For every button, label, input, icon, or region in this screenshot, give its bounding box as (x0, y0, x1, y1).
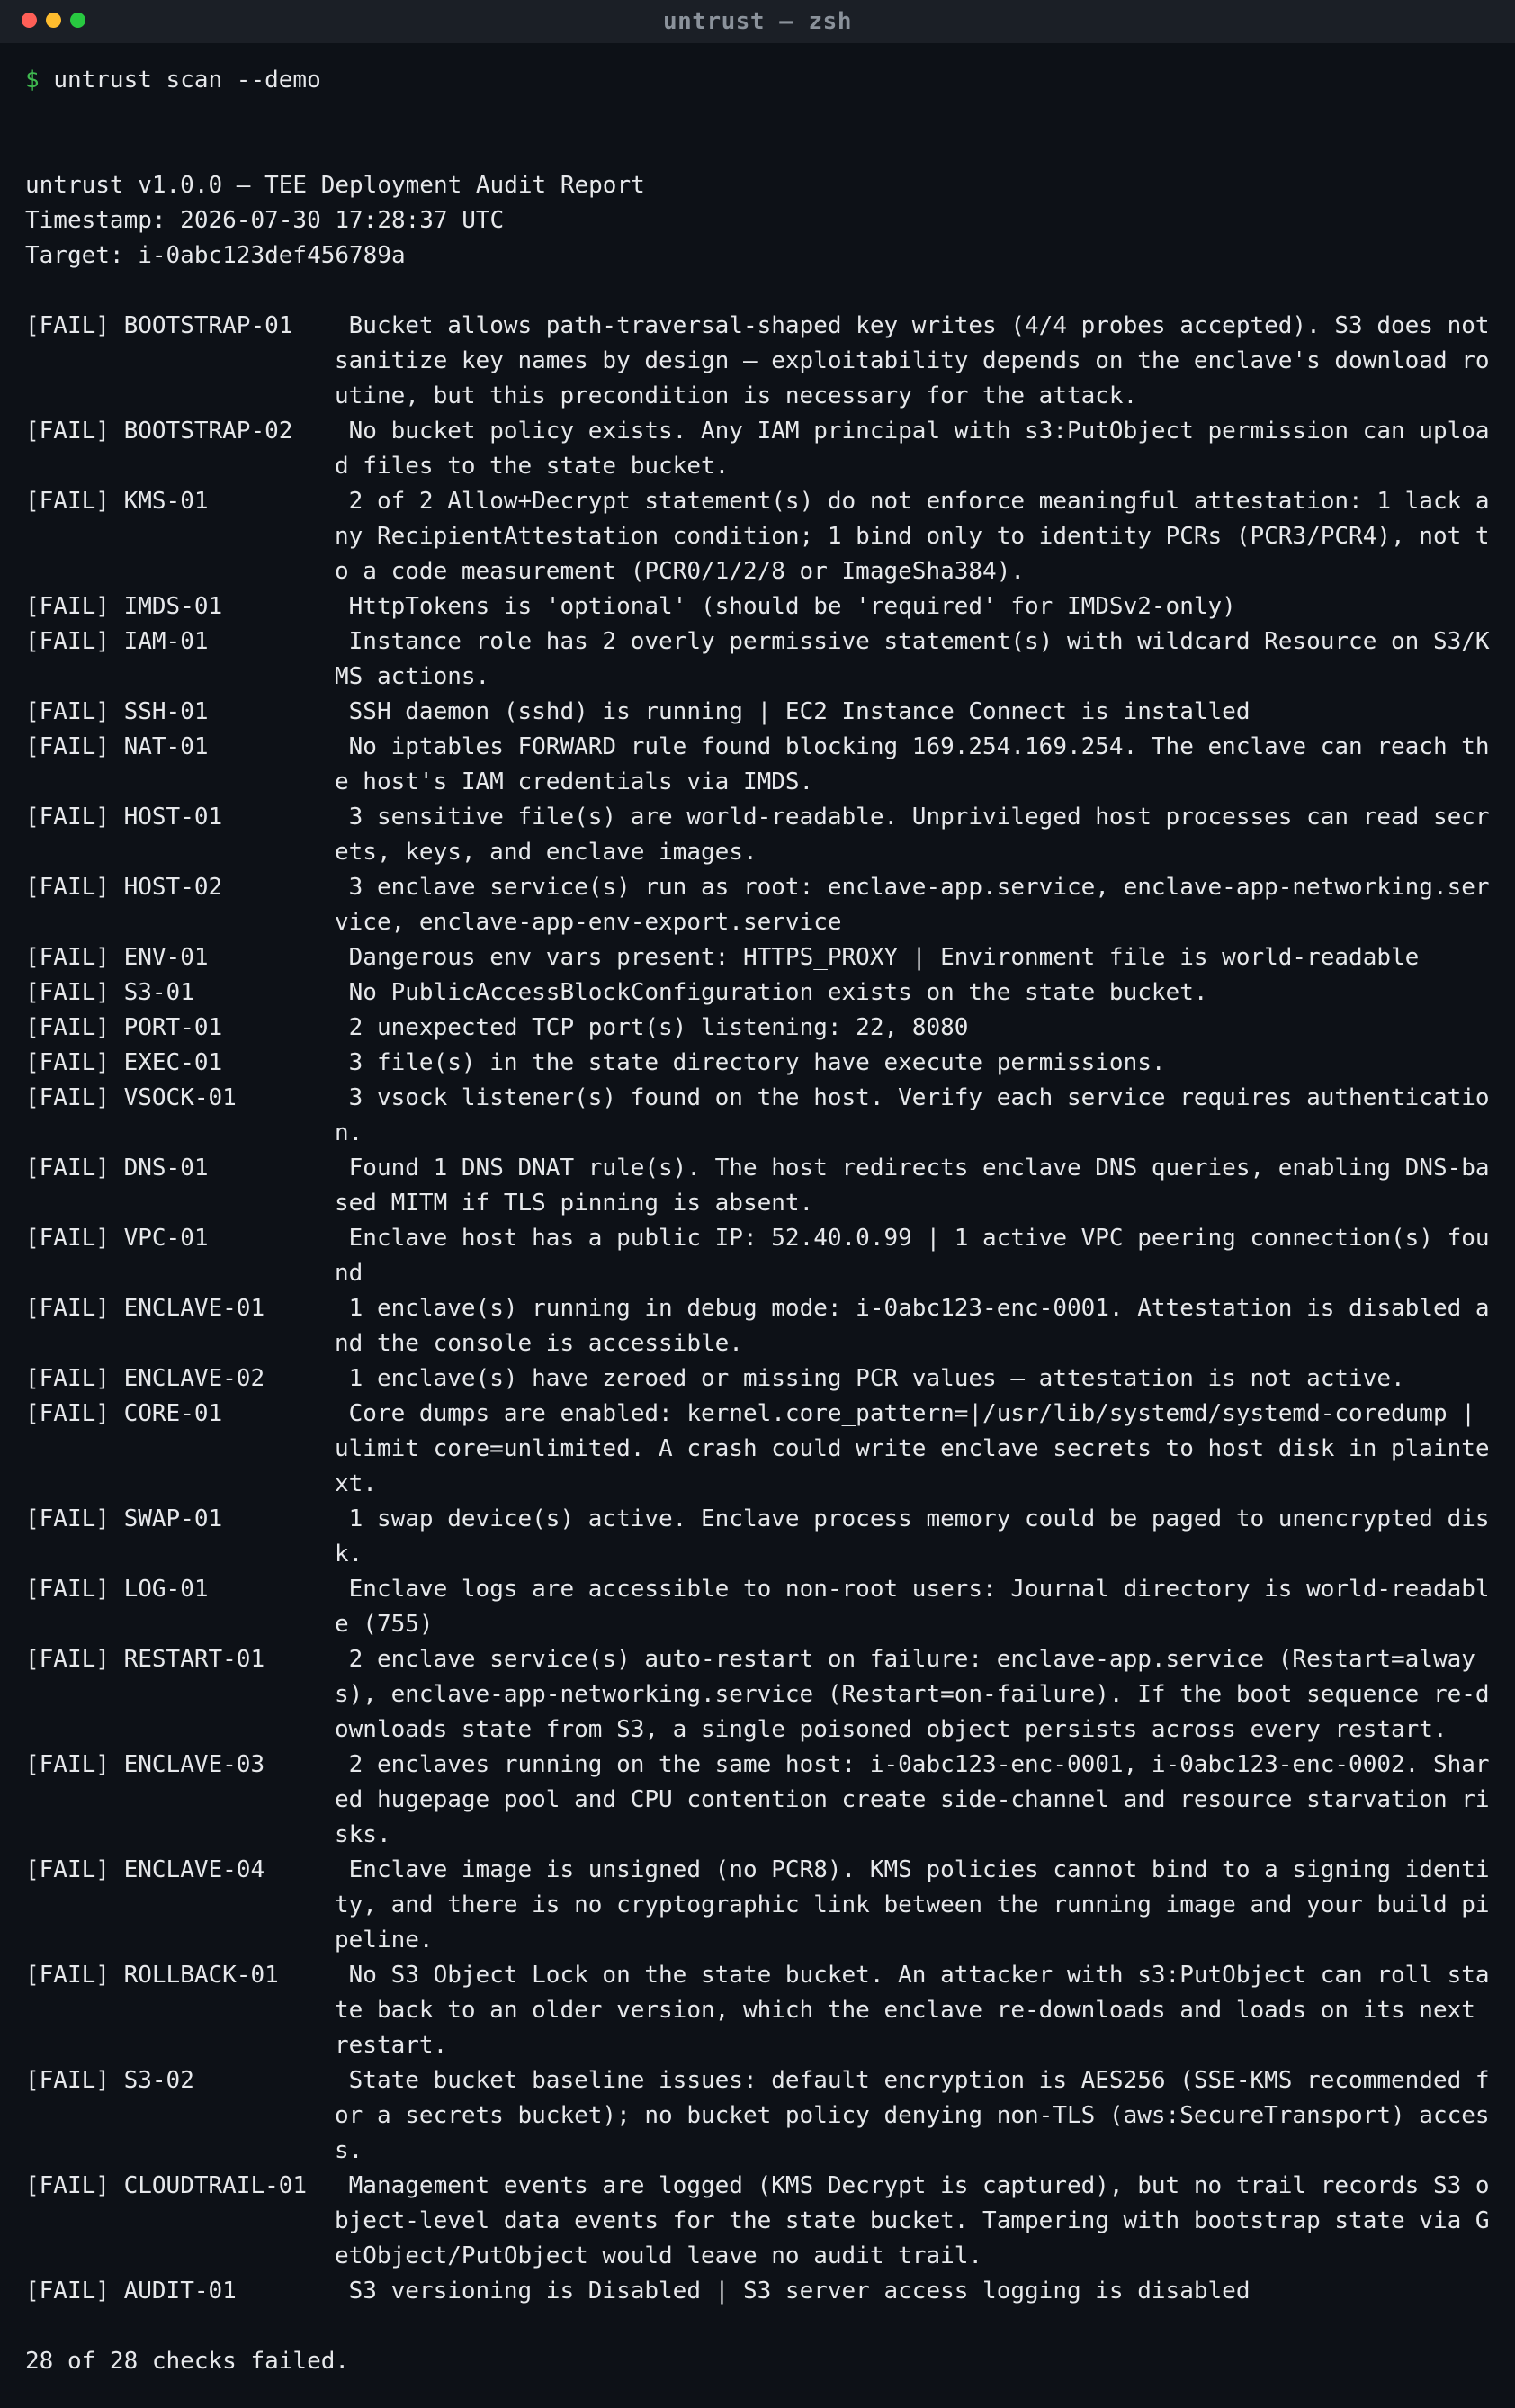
finding-status: [FAIL] (25, 733, 110, 760)
finding-id (25, 695, 335, 730)
finding-code: VSOCK-01 (123, 1084, 237, 1111)
command-text: untrust scan --demo (53, 67, 321, 94)
finding-id (25, 2274, 335, 2309)
finding-message: No PublicAccessBlockConfiguration exists on the state bucket. (335, 979, 1208, 1006)
finding-row (25, 1046, 1490, 1081)
finding-code: IAM-01 (123, 628, 209, 655)
finding-id (25, 730, 335, 765)
finding-id (25, 1958, 335, 1993)
finding-code: HOST-01 (123, 804, 223, 831)
finding-status: [FAIL] (25, 1014, 110, 1041)
finding-status: [FAIL] (25, 1646, 110, 1673)
finding-row (25, 309, 1504, 414)
finding-row (25, 870, 1490, 940)
finding-row (25, 1397, 1490, 1502)
finding-code: IMDS-01 (123, 593, 223, 620)
finding-row (25, 624, 1490, 695)
finding-code: LOG-01 (123, 1576, 209, 1603)
finding-message: Bucket allows path-traversal-shaped key writes (4/4 probes accepted). S3 does not sanitize key names by design — exploitability depends on the enclave's download routine, but this precondition is necessary for the attack. (335, 312, 1504, 409)
finding-code: S3-02 (123, 2067, 194, 2094)
finding-id (25, 1046, 335, 1081)
finding-code: SWAP-01 (123, 1505, 223, 1532)
finding-code: ENCLAVE-01 (123, 1295, 265, 1322)
finding-code: S3-01 (123, 979, 194, 1006)
finding-row (25, 730, 1490, 800)
finding-id (25, 414, 335, 449)
finding-code: ENCLAVE-04 (123, 1856, 265, 1883)
report-target: Target: i-0abc123def456789a (25, 242, 406, 269)
finding-status: [FAIL] (25, 2067, 110, 2094)
finding-row (25, 484, 1490, 589)
finding-id (25, 624, 335, 660)
finding-id (25, 1291, 335, 1326)
finding-id (25, 1572, 335, 1607)
finding-id (25, 1397, 335, 1432)
finding-status: [FAIL] (25, 1751, 110, 1778)
finding-row (25, 1151, 1490, 1221)
finding-id (25, 1221, 335, 1256)
finding-row (25, 695, 1490, 730)
finding-status: [FAIL] (25, 944, 110, 971)
finding-status: [FAIL] (25, 1084, 110, 1111)
finding-id (25, 870, 335, 905)
finding-code: EXEC-01 (123, 1049, 223, 1076)
finding-id (25, 1361, 335, 1397)
finding-id (25, 1151, 335, 1186)
finding-status: [FAIL] (25, 874, 110, 901)
finding-status: [FAIL] (25, 1365, 110, 1392)
finding-id (25, 1502, 335, 1537)
finding-status: [FAIL] (25, 1225, 110, 1252)
finding-message: 3 sensitive file(s) are world-readable. Unprivileged host processes can read secrets, keys, and enclave images. (335, 804, 1490, 866)
finding-code: VPC-01 (123, 1225, 209, 1252)
finding-message: 2 enclaves running on the same host: i-0abc123-enc-0001, i-0abc123-enc-0002. Shared hugepage pool and CPU contention create side-channel and resource starvation risks. (335, 1751, 1490, 1848)
finding-status: [FAIL] (25, 1155, 110, 1182)
finding-message: State bucket baseline issues: default encryption is AES256 (SSE-KMS recommended for a secrets bucket); no bucket policy denying non-TLS (aws:SecureTransport) access. (335, 2067, 1490, 2164)
finding-row (25, 1958, 1490, 2063)
finding-message: 1 enclave(s) running in debug mode: i-0abc123-enc-0001. Attestation is disabled and the console is accessible. (335, 1295, 1490, 1357)
finding-status: [FAIL] (25, 979, 110, 1006)
finding-status: [FAIL] (25, 1400, 110, 1427)
finding-message: Enclave logs are accessible to non-root users: Journal directory is world-readable (755) (335, 1576, 1490, 1638)
finding-code: HOST-02 (123, 874, 223, 901)
report-timestamp: Timestamp: 2026-07-30 17:28:37 UTC (25, 207, 505, 234)
finding-status: [FAIL] (25, 2278, 110, 2305)
title-bar (0, 0, 1515, 43)
finding-row (25, 1502, 1490, 1572)
finding-status: [FAIL] (25, 628, 110, 655)
finding-row (25, 1572, 1490, 1642)
finding-id (25, 309, 335, 344)
finding-row (25, 2169, 1490, 2274)
finding-id (25, 589, 335, 624)
command-line (25, 63, 1490, 98)
finding-message: 3 vsock listener(s) found on the host. Verify each service requires authentication. (335, 1084, 1490, 1146)
finding-code: RESTART-01 (123, 1646, 265, 1673)
finding-code: BOOTSTRAP-02 (123, 418, 293, 445)
minimize-button[interactable] (46, 13, 61, 28)
finding-status: [FAIL] (25, 1295, 110, 1322)
finding-message: No S3 Object Lock on the state bucket. An attacker with s3:PutObject can roll state back to an older version, which the enclave re-downloads and loads on its next restart. (335, 1962, 1490, 2059)
finding-id (25, 1748, 335, 1783)
finding-message: 1 swap device(s) active. Enclave process memory could be paged to unencrypted disk. (335, 1505, 1490, 1568)
finding-row (25, 2063, 1490, 2169)
finding-id (25, 1081, 335, 1116)
finding-message: S3 versioning is Disabled | S3 server access logging is disabled (335, 2278, 1251, 2305)
finding-status: [FAIL] (25, 418, 110, 445)
finding-row (25, 1748, 1490, 1853)
finding-message: HttpTokens is 'optional' (should be 'required' for IMDSv2-only) (335, 593, 1236, 620)
finding-row (25, 1081, 1490, 1151)
finding-message: Dangerous env vars present: HTTPS_PROXY | Environment file is world-readable (335, 944, 1420, 971)
finding-row (25, 1642, 1490, 1748)
finding-status: [FAIL] (25, 804, 110, 831)
finding-row (25, 1011, 1490, 1046)
findings-list (25, 309, 1504, 2309)
finding-message: 2 of 2 Allow+Decrypt statement(s) do not enforce meaningful attestation: 1 lack any RecipientAttestation condition; 1 bind only to identity PCRs (PCR3/PCR4), not to a code measurement (PCR0/1/2/8 or ImageSha384). (335, 488, 1490, 585)
finding-status: [FAIL] (25, 1049, 110, 1076)
finding-row (25, 2274, 1490, 2309)
finding-id (25, 1853, 335, 1888)
window-controls (22, 13, 85, 28)
finding-code: CORE-01 (123, 1400, 223, 1427)
finding-id (25, 940, 335, 975)
finding-message: 1 enclave(s) have zeroed or missing PCR values — attestation is not active. (335, 1365, 1405, 1392)
finding-code: SSH-01 (123, 698, 209, 725)
finding-status: [FAIL] (25, 698, 110, 725)
finding-row (25, 1361, 1490, 1397)
finding-code: PORT-01 (123, 1014, 223, 1041)
finding-message: Core dumps are enabled: kernel.core_pattern=|/usr/lib/systemd/systemd-coredump | ulimit core=unlimited. A crash could write enclave secrets to host disk in plaintext. (335, 1400, 1490, 1497)
finding-id (25, 975, 335, 1011)
prompt-symbol: $ (25, 67, 40, 94)
finding-id (25, 484, 335, 519)
finding-id (25, 1642, 335, 1677)
finding-status: [FAIL] (25, 1856, 110, 1883)
summary-line: 28 of 28 checks failed. (25, 2348, 350, 2375)
finding-message: No bucket policy exists. Any IAM principal with s3:PutObject permission can upload files to the state bucket. (335, 418, 1490, 480)
finding-id (25, 2169, 335, 2204)
finding-message: 3 file(s) in the state directory have execute permissions. (335, 1049, 1166, 1076)
finding-status: [FAIL] (25, 312, 110, 339)
finding-status: [FAIL] (25, 2172, 110, 2199)
finding-status: [FAIL] (25, 1505, 110, 1532)
finding-message: 2 enclave service(s) auto-restart on failure: enclave-app.service (Restart=always), enclave-app-networking.service (Restart=on-failure). If the boot sequence re-downloads state from S3, a single poisoned object persists across every restart. (335, 1646, 1490, 1743)
finding-row (25, 1221, 1490, 1291)
finding-message: Found 1 DNS DNAT rule(s). The host redirects enclave DNS queries, enabling DNS-based MITM if TLS pinning is absent. (335, 1155, 1490, 1217)
finding-row (25, 414, 1490, 484)
finding-status: [FAIL] (25, 1962, 110, 1989)
finding-code: ENCLAVE-03 (123, 1751, 265, 1778)
finding-message: Enclave host has a public IP: 52.40.0.99 | 1 active VPC peering connection(s) found (335, 1225, 1490, 1287)
report-title: untrust v1.0.0 — TEE Deployment Audit Report (25, 172, 645, 199)
finding-code: CLOUDTRAIL-01 (123, 2172, 308, 2199)
close-button[interactable] (22, 13, 37, 28)
finding-id (25, 2063, 335, 2098)
finding-row (25, 940, 1490, 975)
finding-id (25, 800, 335, 835)
zoom-button[interactable] (70, 13, 85, 28)
finding-row (25, 1291, 1490, 1361)
finding-message: Instance role has 2 overly permissive statement(s) with wildcard Resource on S3/KMS actions. (335, 628, 1490, 690)
finding-code: ENV-01 (123, 944, 209, 971)
finding-row (25, 800, 1490, 870)
finding-id (25, 1011, 335, 1046)
finding-row (25, 975, 1490, 1011)
finding-message: SSH daemon (sshd) is running | EC2 Instance Connect is installed (335, 698, 1251, 725)
finding-message: 3 enclave service(s) run as root: enclave-app.service, enclave-app-networking.service, enclave-app-env-export.service (335, 874, 1490, 936)
finding-message: No iptables FORWARD rule found blocking 169.254.169.254. The enclave can reach the host's IAM credentials via IMDS. (335, 733, 1490, 795)
finding-status: [FAIL] (25, 488, 110, 515)
finding-message: Enclave image is unsigned (no PCR8). KMS policies cannot bind to a signing identity, and there is no cryptographic link between the running image and your build pipeline. (335, 1856, 1490, 1954)
finding-code: BOOTSTRAP-01 (123, 312, 293, 339)
finding-message: Management events are logged (KMS Decrypt is captured), but no trail records S3 object-level data events for the state bucket. Tampering with bootstrap state via GetObject/PutObject would leave no audit trail. (335, 2172, 1490, 2269)
finding-code: DNS-01 (123, 1155, 209, 1182)
finding-code: AUDIT-01 (123, 2278, 237, 2305)
finding-code: KMS-01 (123, 488, 209, 515)
finding-code: ENCLAVE-02 (123, 1365, 265, 1392)
window-title: untrust — zsh (663, 8, 852, 35)
finding-message: 2 unexpected TCP port(s) listening: 22, 8080 (335, 1014, 969, 1041)
finding-row (25, 589, 1490, 624)
finding-code: NAT-01 (123, 733, 209, 760)
terminal-output[interactable] (0, 43, 1515, 2379)
finding-code: ROLLBACK-01 (123, 1962, 279, 1989)
finding-status: [FAIL] (25, 1576, 110, 1603)
finding-status: [FAIL] (25, 593, 110, 620)
finding-row (25, 1853, 1490, 1958)
